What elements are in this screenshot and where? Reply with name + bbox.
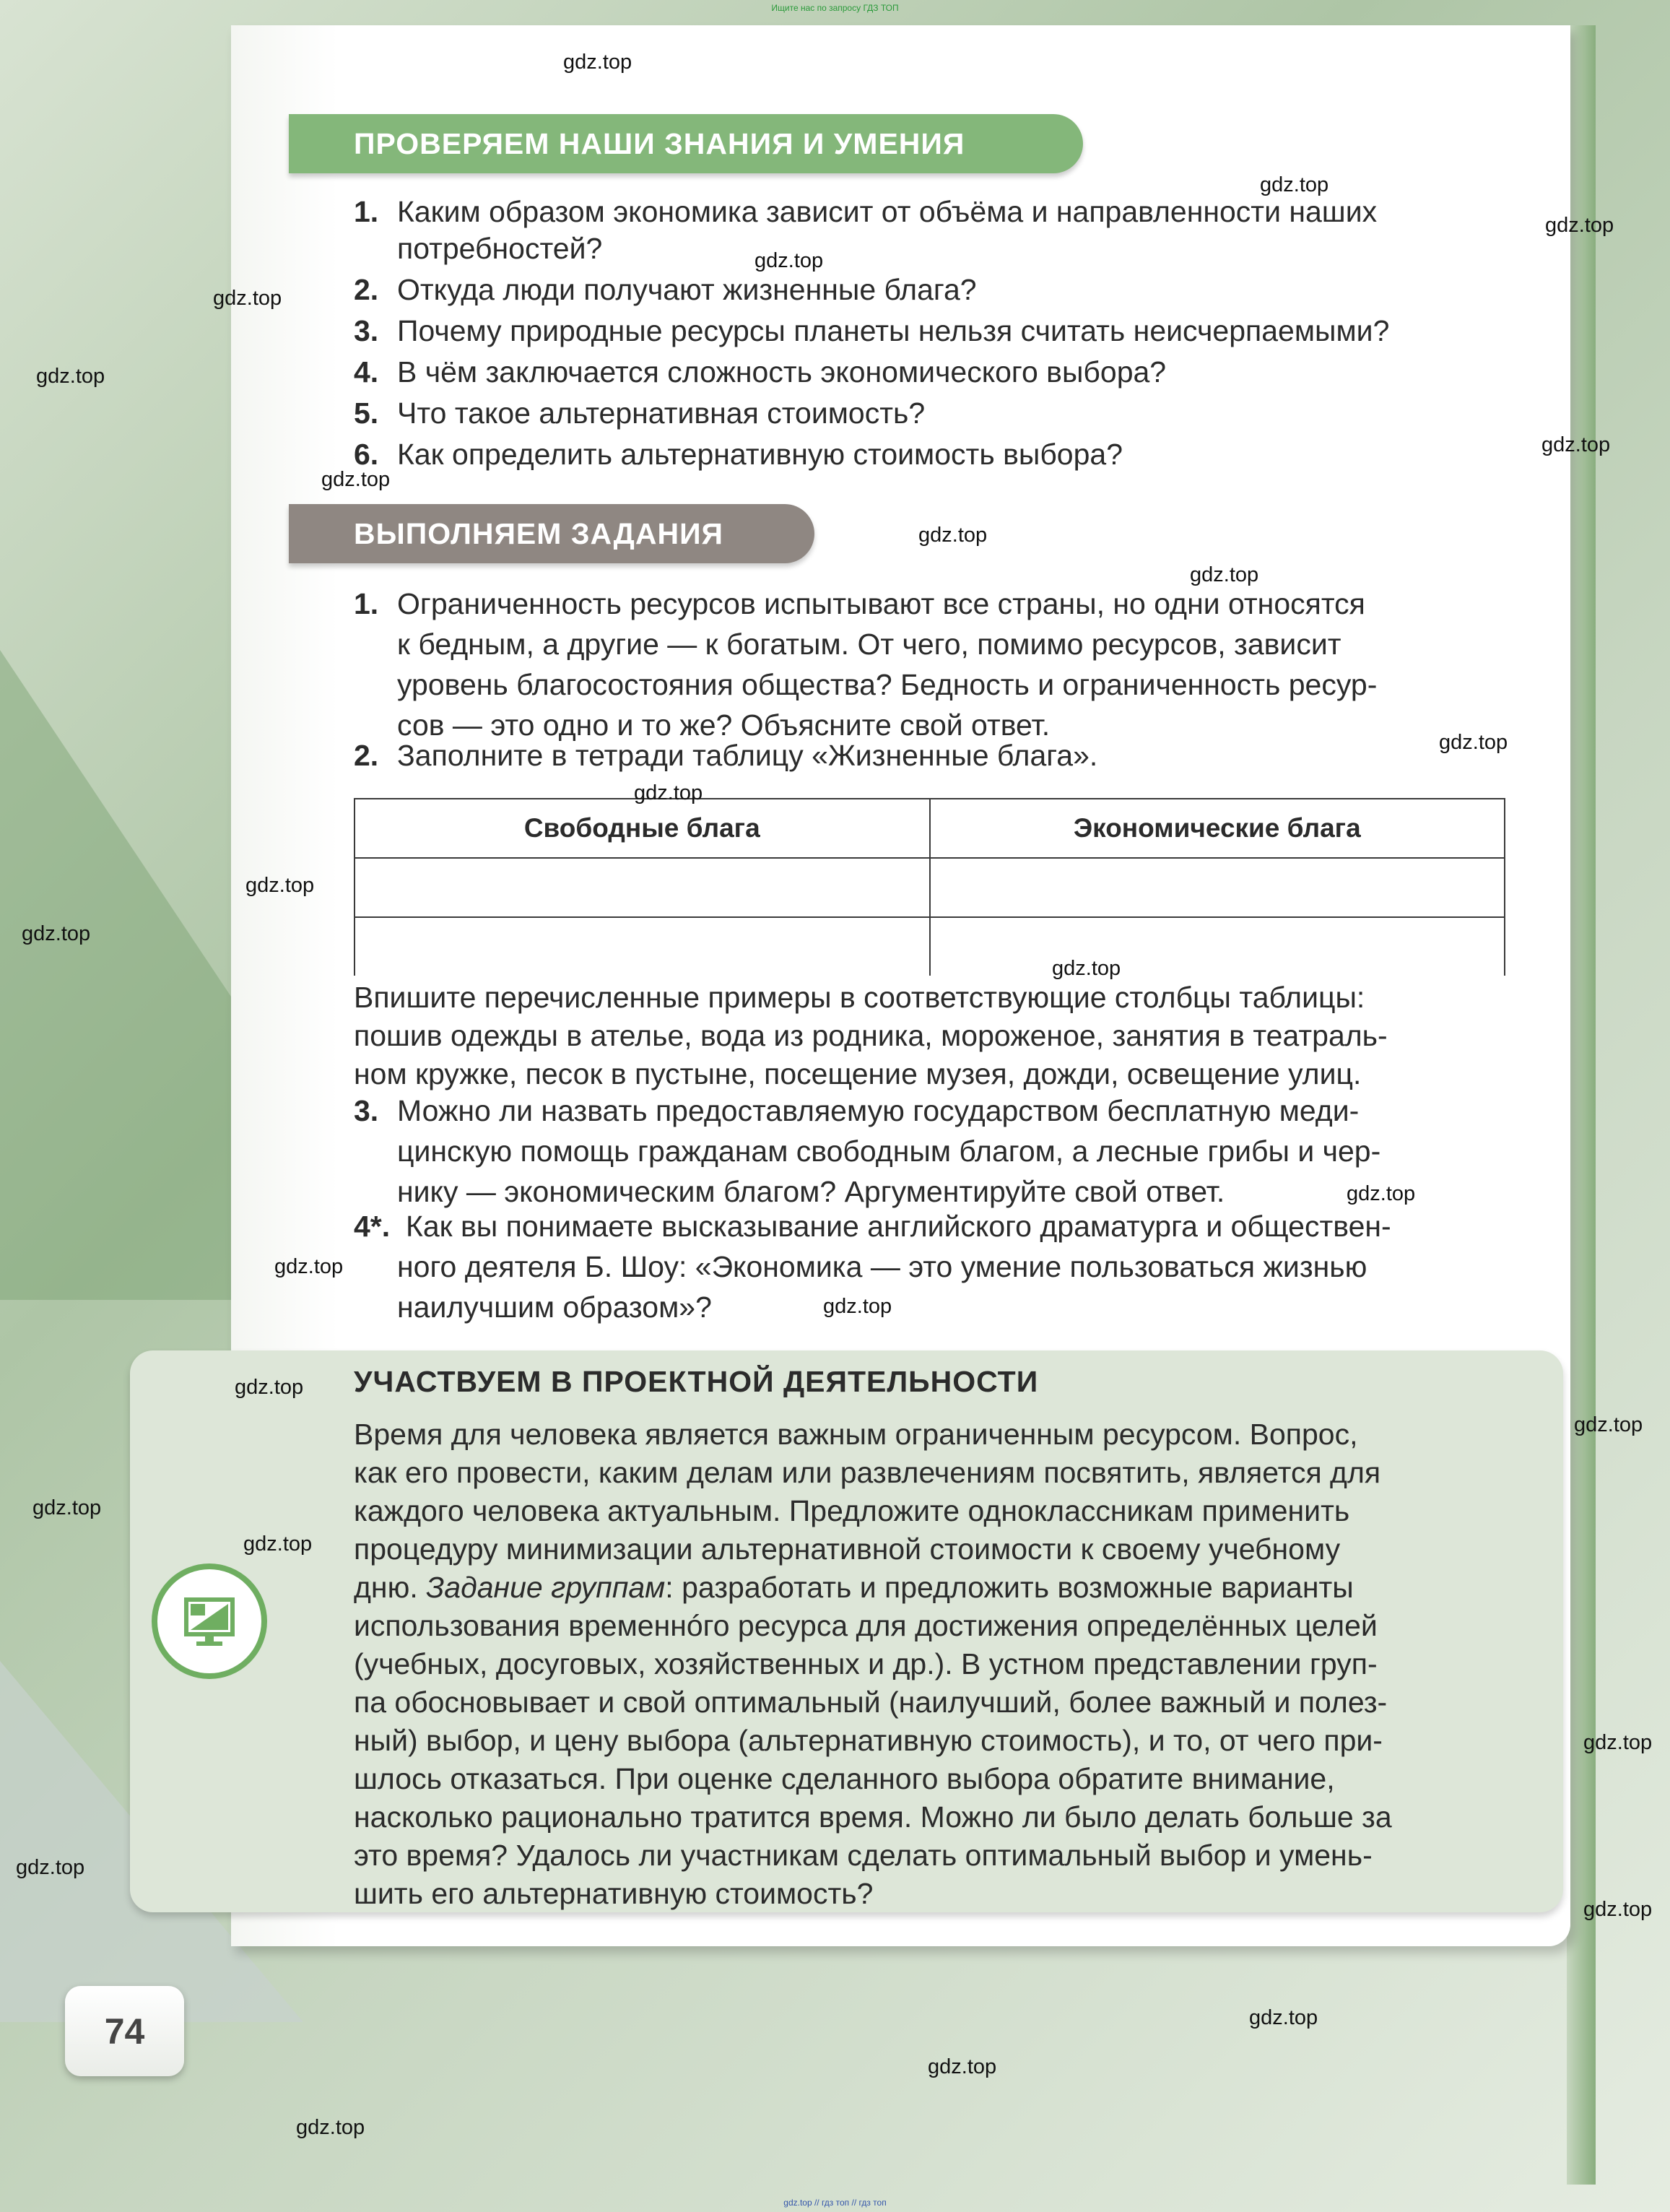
question-text: Как определить альтернативную стоимость выбора? [397, 438, 1123, 471]
watermark-stamp: gdz.top [213, 287, 282, 310]
task-text: Как вы понимаете высказывание английского драматурга и обществен- ного деятеля Б. Шоу: «Экономика — это умение пользоваться жизнью наилучшим образом»? [397, 1210, 1391, 1324]
watermark-stamp: gdz.top [1052, 957, 1121, 980]
table-row [355, 917, 1505, 976]
question-number: 5. [354, 396, 379, 430]
watermark-stamp: gdz.top [1541, 433, 1611, 456]
question-text: Каким образом экономика зависит от объёма и направленности наших потребностей? [397, 195, 1378, 265]
watermark-stamp: gdz.top [245, 874, 315, 897]
goods-table [354, 798, 1505, 976]
watermark-stamp: gdz.top [274, 1255, 344, 1278]
task-number: 2. [354, 739, 379, 772]
examples-paragraph: Впишите перечисленные примеры в соответствующие столбцы таблицы: пошив одежды в ателье, вода из родника, мороженое, занятия в театраль- ном кружке, песок в пустыне, посещение музея, дожди, освещение улиц. [354, 981, 1388, 1090]
question-text: Что такое альтернативная стоимость? [397, 396, 926, 430]
task-number: 3. [354, 1094, 379, 1127]
page-edge [1567, 25, 1596, 2185]
table-header-free-goods: Свободные блага [355, 799, 930, 858]
question-number: 2. [354, 273, 379, 306]
watermark-stamp: gdz.top [1249, 2006, 1318, 2029]
watermark-stamp: gdz.top [1583, 1898, 1653, 1921]
watermark-stamp: gdz.top [1583, 1731, 1653, 1754]
watermark-stamp: gdz.top [823, 1295, 892, 1318]
watermark-stamp: gdz.top [296, 2116, 365, 2139]
watermark-stamp: gdz.top [754, 249, 824, 272]
section-title-check-knowledge: ПРОВЕРЯЕМ НАШИ ЗНАНИЯ И УМЕНИЯ [289, 114, 1083, 173]
task-number: 4*. [354, 1210, 391, 1243]
table-row [355, 858, 1505, 917]
table-header-economic-goods: Экономические блага [930, 799, 1505, 858]
watermark-stamp: gdz.top [16, 1856, 85, 1879]
project-title: УЧАСТВУЕМ В ПРОЕКТНОЙ ДЕЯТЕЛЬНОСТИ [354, 1365, 1039, 1398]
section-title-tasks: ВЫПОЛНЯЕМ ЗАДАНИЯ [289, 504, 814, 563]
watermark-stamp: gdz.top [1347, 1182, 1416, 1205]
task-number: 1. [354, 587, 379, 620]
project-text: Время для человека является важным ограниченным ресурсом. Вопрос, как его провести, каким делам или развлечениям посвятить, является для каждого человека актуальным. Предложите одноклассникам применить процедуру минимизации альтернативной стоимости к своему учебному дню. Задание группам: разработать и предложить возможные варианты использования временнóго ресурса для достижения определённых целей (учебных, досуговых, хозяйственных и др.). В устном представлении груп- па обосновывает и свой оптимальный (наилучший, более важный и полез- ный) выбор, и цену выбора (альтернативную стоимость), и то, от чего при- шлось отказаться. При оценке сделанного выбора обратите внимание, насколько рационально тратится время. Можно ли было делать больше за это время? Удалось ли участникам сделать оптимальный выбор и умень- шить его альтернативную стоимость? [354, 1418, 1392, 1910]
monitor-chart-icon [152, 1563, 267, 1679]
bottom-watermark: gdz.top // гдз топ // гдз топ [783, 2198, 887, 2208]
task-text: Ограниченность ресурсов испытывают все страны, но одни относятся к бедным, а другие — к богатым. От чего, помимо ресурсов, зависит уровень благосостояния общества? Бедность и ограниченность ресур- сов — это одно и то же? Объясните свой ответ. [397, 587, 1378, 742]
task-text: Можно ли назвать предоставляемую государством бесплатную меди- цинскую помощь гражданам свободным благом, а лесные грибы и чер- нику — экономическим благом? Аргументируйте свой ответ. [397, 1094, 1381, 1208]
italic-emphasis: Задание группам [426, 1571, 666, 1604]
question-number: 6. [354, 438, 379, 471]
watermark-stamp: gdz.top [36, 365, 105, 388]
question-number: 3. [354, 314, 379, 347]
question-text: Почему природные ресурсы планеты нельзя считать неисчерпаемыми? [397, 314, 1390, 347]
watermark-stamp: gdz.top [243, 1532, 313, 1556]
watermark-stamp: gdz.top [1545, 214, 1614, 237]
watermark-stamp: gdz.top [321, 468, 391, 491]
watermark-stamp: gdz.top [1574, 1413, 1643, 1436]
task-text: Заполните в тетради таблицу «Жизненные блага». [397, 739, 1098, 772]
question-text: В чём заключается сложность экономического выбора? [397, 355, 1167, 389]
watermark-stamp: gdz.top [22, 922, 91, 945]
top-watermark: Ищите нас по запросу ГДЗ ТОП [771, 3, 899, 13]
watermark-stamp: gdz.top [928, 2055, 997, 2078]
watermark-stamp: gdz.top [563, 51, 632, 74]
watermark-stamp: gdz.top [32, 1496, 102, 1519]
watermark-stamp: gdz.top [1439, 731, 1508, 754]
watermark-stamp: gdz.top [634, 781, 703, 804]
question-number: 4. [354, 355, 379, 389]
question-text: Откуда люди получают жизненные блага? [397, 273, 977, 306]
watermark-stamp: gdz.top [918, 524, 988, 547]
question-number: 1. [354, 195, 379, 228]
watermark-stamp: gdz.top [1190, 563, 1259, 586]
watermark-stamp: gdz.top [1260, 173, 1329, 196]
page-number: 74 [65, 1986, 184, 2076]
watermark-stamp: gdz.top [235, 1376, 304, 1399]
